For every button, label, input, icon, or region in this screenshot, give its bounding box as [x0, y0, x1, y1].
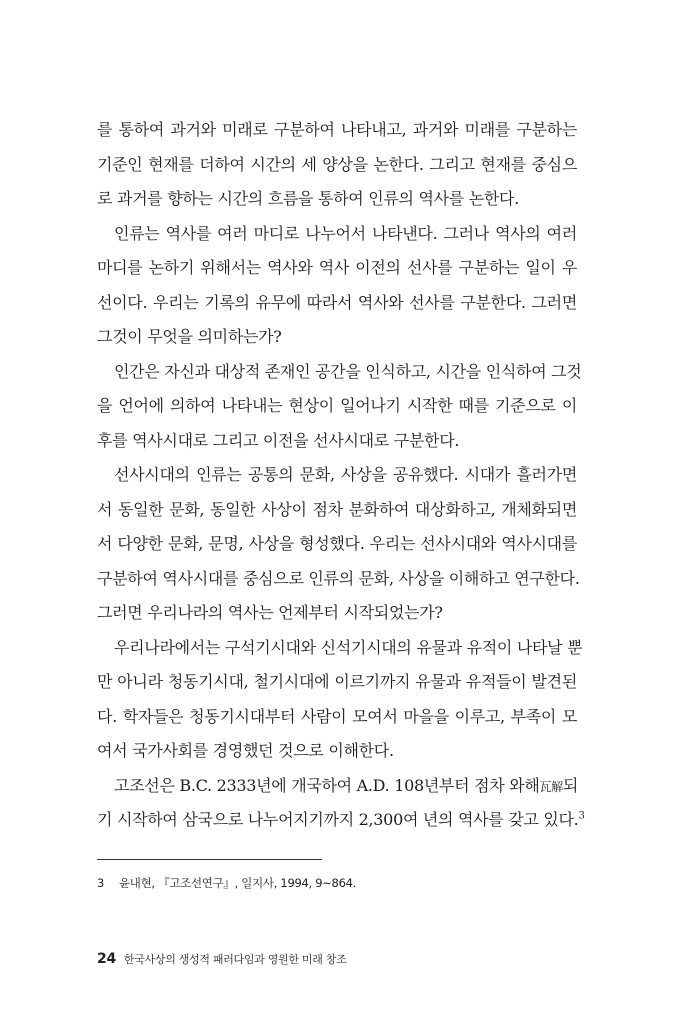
footnote — [97, 875, 356, 891]
text-line: 그것이 무엇을 의미하는가? — [97, 327, 282, 346]
text-line: 그러면 우리나라의 역사는 언제부터 시작되었는가? — [97, 603, 443, 622]
page-number: 24 — [97, 951, 116, 967]
running-title: 한국사상의 생성적 패러다임과 영원한 미래 창조 — [123, 953, 347, 966]
text-line: 서 동일한 문화, 동일한 사상이 점차 분화하여 대상화하고, 개체화되면 — [97, 499, 577, 519]
text-line: 을 언어에 의하여 나타내는 현상이 일어나기 시작한 때를 기준으로 이 — [97, 396, 577, 415]
footnote-number: 3 — [97, 876, 105, 890]
text-segment: 기 시작하여 삼국으로 나누어지기까지 2,300여 년의 역사를 갖고 있다. — [97, 810, 579, 829]
text-segment: 고조선은 B.C. 2333년에 개국하여 A.D. 108년부터 점차 와해 — [114, 775, 540, 795]
footnote-text: 윤내현, 『고조선연구』, 일지사, 1994, 9~864. — [119, 876, 356, 890]
text-line: 를 통하여 과거와 미래로 구분하여 나타내고, 과거와 미래를 구분하는 — [97, 120, 577, 139]
text-line: 기준인 현재를 더하여 시간의 세 양상을 논한다. 그리고 현재를 중심으 — [97, 154, 577, 174]
text-line: 로 과거를 향하는 시간의 흐름을 통하여 인류의 역사를 논한다. — [97, 189, 519, 208]
footnote-divider — [97, 859, 322, 860]
text-line: 우리나라에서는 구석기시대와 신석기시대의 유물과 유적이 나타날 뿐 — [114, 637, 583, 657]
text-line: 마디를 논하기 위해서는 역사와 역사 이전의 선사를 구분하는 일이 우 — [97, 258, 577, 277]
footnote-reference[interactable]: 3 — [578, 810, 585, 822]
text-line: 구분하여 역사시대를 중심으로 인류의 문화, 사상을 이해하고 연구한다. — [97, 568, 580, 588]
text-line: 선이다. 우리는 기록의 유무에 따라서 역사와 선사를 구분한다. 그러면 — [97, 292, 577, 312]
text-line: 여서 국가사회를 경영했던 것으로 이해한다. — [97, 741, 394, 760]
text-line: 인간은 자신과 대상적 존재인 공간을 인식하고, 시간을 인식하여 그것 — [114, 361, 582, 381]
hanja-annotation: 瓦解 — [539, 779, 563, 794]
text-line — [97, 803, 585, 838]
text-segment: 되 — [562, 775, 579, 795]
text-line: 다. 학자들은 청동기시대부터 사람이 모여서 마을을 이루고, 부족이 모 — [97, 706, 577, 726]
text-line: 인류는 역사를 여러 마디로 나누어서 나타낸다. 그러나 역사의 여러 — [114, 223, 577, 243]
text-line: 후를 역사시대로 그리고 이전을 선사시대로 구분한다. — [97, 430, 460, 450]
text-line: 선사시대의 인류는 공통의 문화, 사상을 공유했다. 시대가 흘러가면 — [114, 465, 577, 484]
page-footer — [97, 948, 346, 967]
text-line: 만 아니라 청동기시대, 철기시대에 이르기까지 유물과 유적들이 발견된 — [97, 672, 577, 691]
text-line: 서 다양한 문화, 문명, 사상을 형성했다. 우리는 선사시대와 역사시대를 — [97, 534, 577, 553]
body-text — [97, 113, 585, 838]
text-line — [97, 769, 577, 804]
